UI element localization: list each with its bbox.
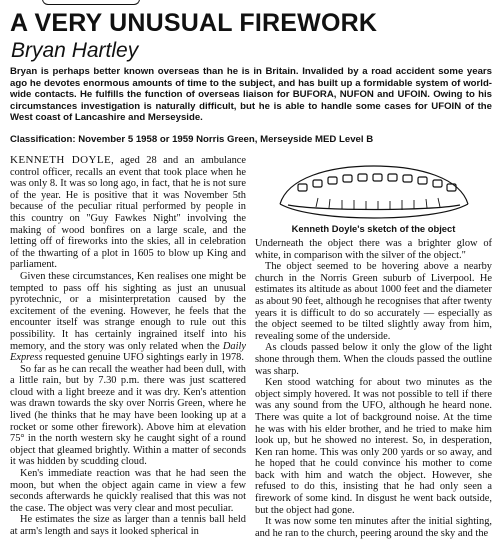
article-author: Bryan Hartley [11,39,139,62]
window-row [298,174,456,191]
author-intro: Bryan is perhaps better known overseas than he is in Britain. Invalided by a road accident some years ago he devotes enormous amounts of time to the subject, and has built up a formidable system of world-wide contacts. He fulfills the function of overseas liaison for BUFORA, NUFON and UFOIN. Owing to his circumstances investigation is naturally difficult, but he is able to handle some cases for UFOIN of the West coast of Lancashire and Merseyside. [10,66,492,124]
paragraph-text: Given these circumstances, Ken realises one might be tempted to pass off his sighting as just an unusual pyrotechnic, or a misinterpretation caused by the excitement of the evening. However, he feels that the encounter itself was strange enough to rule out this possibility. It has certainly ingrained itself into his memory, and the story was only related when the [10,270,246,352]
paragraph: The object seemed to be hovering above a nearby church in the Norris Green suburb of Liverpool. He estimates its altitude as about 1000 feet and the diameter as about 90 feet, although he recognises that after twenty years it is difficult to do so accurately — especially as the object seemed to be tilted slightly away from him, revealing some of the underside. [255,261,492,342]
paragraph-text: requested genuine UFO sightings early in 1978. [42,352,244,364]
paragraph: Ken's immediate reaction was that he had seen the moon, but when the object again came in view a few seconds afterwards he quickly realised that this was not the case. The object was very clear and most peculiar. [10,468,246,514]
paragraph: Ken stood watching for about two minutes as the object simply hovered. It was not possible to tell if there was any sound from the UFO, although he heard none. There was quite a lot of background noise. At the time he was with his elder brother, and he tried to make him look up, but he showed no interest. So, in desperation, Ken ran home. This was only 200 yards or so away, and he hoped that he could convince his mother to come back with him and watch the object. However, she refused to do this, insisting that he had only seen a firework of some kind. In disgust he went back outside, but the object had gone. [255,377,492,516]
paragraph-text: , aged 28 and an ambulance control officer, recalls an event that took place when he was only 8. It was so long ago, in fact, that he is not sure of the year. He is positive that it was November 5th because of the peculiar ritual performed by people in this country on "Guy Fawkes Night" involving the making of wood bonfires on a large scale, and the letting off of fireworks into the skies, all in celebration of the thwarting of a plot in 1605 to blow up King and parliament. [10,155,246,271]
paragraph: Underneath the object there was a brighter glow of white, in comparison with the silver of the object." [255,238,492,261]
newspaper-name: Daily Express [10,340,246,364]
paragraph: As clouds passed below it only the glow of the light shone through them. When the clouds passed the outline was sharp. [255,342,492,377]
ufo-sketch-icon [258,158,490,222]
sketch-caption: Kenneth Doyle's sketch of the object [291,223,456,234]
top-header-fragment [6,0,494,4]
body-column-right [255,238,492,539]
paragraph: So far as he can recall the weather had been dull, with a little rain, but by 7.30 p.m. there was just scattered cloud with a light breeze and it was dry. Ken's attention was drawn towards the sky over Norris Green, where he lived (he thinks that he may have been looking up at a rocket or some other firework). Above him at elevation 75° in the north western sky he caught sight of a round object that gleamed brightly. Within a matter of seconds it was hidden by scudding cloud. [10,363,246,468]
paragraph [10,155,246,271]
paragraph: It was now some ten minutes after the initial sighting, and he ran to the church, peering around the sky and the [255,516,492,539]
paragraph [10,271,246,364]
article-title: A VERY UNUSUAL FIREWORK [10,9,378,37]
body-column-left [10,154,246,537]
lead-name: KENNETH DOYLE [10,154,112,166]
dome-outline [280,166,468,204]
rim-inner-line [288,205,460,210]
case-classification: Classification: November 5 1958 or 1959 Norris Green, Merseyside MED Level B [10,134,374,145]
paragraph: He estimates the size as larger than a tennis ball held at arm's length and says it looked spherical in [10,514,246,537]
